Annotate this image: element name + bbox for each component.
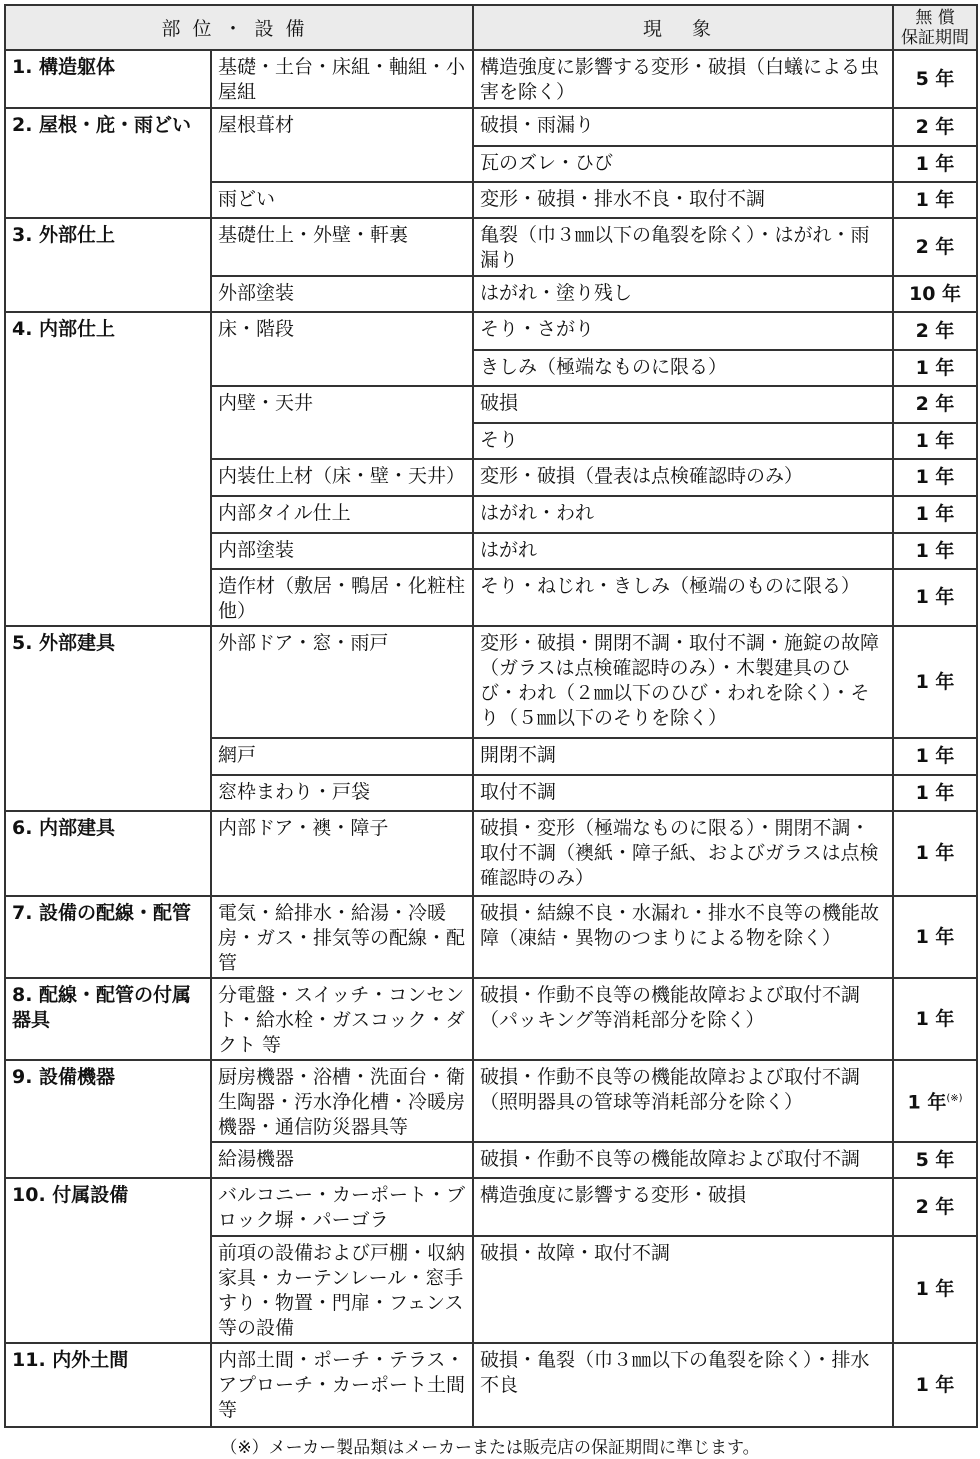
item-cell: 基礎仕上・外壁・軒裏 [211, 218, 473, 276]
period-cell: 1 年 [893, 1343, 977, 1427]
item-cell: 網戸 [211, 738, 473, 775]
item-cell: 給湯機器 [211, 1142, 473, 1178]
period-cell: 1 年 [893, 459, 977, 496]
phenomenon-cell: はがれ・われ [473, 496, 893, 533]
phenomenon-cell: そり [473, 423, 893, 459]
table-row [5, 896, 977, 978]
period-cell [893, 1060, 977, 1142]
phenomenon-cell: はがれ [473, 533, 893, 569]
period-mark: (※) [946, 1093, 963, 1105]
footnote: （※）メーカー製品類はメーカーまたは販売店の保証期間に準じます。 [220, 1438, 760, 1458]
period-cell: 10 年 [893, 276, 977, 312]
item-cell: 窓枠まわり・戸袋 [211, 775, 473, 811]
category-cell: 3. 外部仕上 [5, 218, 211, 312]
category-cell: 10. 付属設備 [5, 1178, 211, 1343]
category-cell: 9. 設備機器 [5, 1060, 211, 1178]
phenomenon-cell: そり・ねじれ・きしみ（極端のものに限る） [473, 569, 893, 626]
item-cell: 内部タイル仕上 [211, 496, 473, 533]
item-cell: 厨房機器・浴槽・洗面台・衛生陶器・汚水浄化槽・冷暖房機器・通信防災器具等 [211, 1060, 473, 1142]
item-cell: 内部土間・ポーチ・テラス・アプローチ・カーポート土間等 [211, 1343, 473, 1427]
phenomenon-cell: きしみ（極端なものに限る） [473, 350, 893, 386]
phenomenon-cell: 亀裂（巾３㎜以下の亀裂を除く）・はがれ・雨漏り [473, 218, 893, 276]
period-cell: 1 年 [893, 1236, 977, 1343]
item-cell: 外部ドア・窓・雨戸 [211, 626, 473, 738]
phenomenon-cell: 変形・破損・排水不良・取付不調 [473, 182, 893, 218]
period-cell: 1 年 [893, 978, 977, 1060]
phenomenon-cell: 破損 [473, 386, 893, 423]
category-cell: 8. 配線・配管の付属器具 [5, 978, 211, 1060]
header-phenomenon [473, 5, 893, 50]
period-cell: 1 年 [893, 423, 977, 459]
period-cell: 1 年 [893, 569, 977, 626]
header-part-label: 部位・設備 [161, 18, 317, 40]
header-period-line1: 無 償 [915, 7, 955, 28]
item-cell: 外部塗装 [211, 276, 473, 312]
phenomenon-cell: 破損・作動不良等の機能故障および取付不調（照明器具の管球等消耗部分を除く） [473, 1060, 893, 1142]
table-row [5, 978, 977, 1060]
period-cell: 1 年 [893, 775, 977, 811]
period-cell: 1 年 [893, 496, 977, 533]
category-cell: 11. 内外土間 [5, 1343, 211, 1427]
header-period-line2: 保証期間 [901, 27, 970, 48]
period-cell: 1 年 [893, 350, 977, 386]
period-cell: 2 年 [893, 1178, 977, 1236]
table-row [5, 1178, 977, 1236]
phenomenon-cell: 瓦のズレ・ひび [473, 146, 893, 182]
item-cell: 床・階段 [211, 312, 473, 386]
table-row [5, 811, 977, 896]
category-cell: 7. 設備の配線・配管 [5, 896, 211, 978]
period-cell: 2 年 [893, 312, 977, 350]
phenomenon-cell: 取付不調 [473, 775, 893, 811]
period-cell: 2 年 [893, 218, 977, 276]
item-cell: バルコニー・カーポート・ブロック塀・パーゴラ [211, 1178, 473, 1236]
item-cell: 雨どい [211, 182, 473, 218]
item-cell: 分電盤・スイッチ・コンセント・給水栓・ガスコック・ダクト 等 [211, 978, 473, 1060]
table-row [5, 108, 977, 146]
item-cell: 内装仕上材（床・壁・天井） [211, 459, 473, 496]
period-cell: 2 年 [893, 386, 977, 423]
phenomenon-cell: 変形・破損・開閉不調・取付不調・施錠の故障（ガラスは点検確認時のみ）・木製建具のひび・われ（２㎜以下のひび・われを除く）・そり（５㎜以下のそりを除く） [473, 626, 893, 738]
table-row [5, 50, 977, 108]
period-cell: 5 年 [893, 50, 977, 108]
phenomenon-cell: 変形・破損（畳表は点検確認時のみ） [473, 459, 893, 496]
phenomenon-cell: そり・さがり [473, 312, 893, 350]
table-row [5, 312, 977, 350]
table-row [5, 218, 977, 276]
period-cell: 1 年 [893, 146, 977, 182]
period-cell: 5 年 [893, 1142, 977, 1178]
table-row [5, 626, 977, 738]
period-cell: 2 年 [893, 108, 977, 146]
phenomenon-cell: 破損・雨漏り [473, 108, 893, 146]
item-cell: 屋根葺材 [211, 108, 473, 182]
period-cell: 1 年 [893, 811, 977, 896]
item-cell: 内部ドア・襖・障子 [211, 811, 473, 896]
warranty-table [4, 4, 978, 1428]
phenomenon-cell: 破損・作動不良等の機能故障および取付不調 [473, 1142, 893, 1178]
period-cell: 1 年 [893, 182, 977, 218]
item-cell: 基礎・土台・床組・軸組・小屋組 [211, 50, 473, 108]
phenomenon-cell: 構造強度に影響する変形・破損（白蟻による虫害を除く） [473, 50, 893, 108]
category-cell: 2. 屋根・庇・雨どい [5, 108, 211, 218]
header-phenomenon-label: 現 象 [642, 18, 724, 40]
phenomenon-cell: 破損・亀裂（巾３㎜以下の亀裂を除く）・排水不良 [473, 1343, 893, 1427]
item-cell: 内壁・天井 [211, 386, 473, 459]
category-cell: 5. 外部建具 [5, 626, 211, 811]
phenomenon-cell: 破損・結線不良・水漏れ・排水不良等の機能故障（凍結・異物のつまりによる物を除く） [473, 896, 893, 978]
phenomenon-cell: 破損・作動不良等の機能故障および取付不調（パッキング等消耗部分を除く） [473, 978, 893, 1060]
table-row [5, 1343, 977, 1427]
period-value: 1 年 [907, 1091, 947, 1114]
category-cell: 4. 内部仕上 [5, 312, 211, 626]
phenomenon-cell: 破損・変形（極端なものに限る）・開閉不調・取付不調（襖紙・障子紙、およびガラスは点検確認時のみ） [473, 811, 893, 896]
item-cell: 内部塗装 [211, 533, 473, 569]
header-period [893, 5, 977, 50]
phenomenon-cell: 破損・故障・取付不調 [473, 1236, 893, 1343]
category-cell: 1. 構造躯体 [5, 50, 211, 108]
phenomenon-cell: 構造強度に影響する変形・破損 [473, 1178, 893, 1236]
category-cell: 6. 内部建具 [5, 811, 211, 896]
table-row [5, 1060, 977, 1142]
period-cell: 1 年 [893, 533, 977, 569]
item-cell: 造作材（敷居・鴨居・化粧柱他） [211, 569, 473, 626]
item-cell: 電気・給排水・給湯・冷暖房・ガス・排気等の配線・配管 [211, 896, 473, 978]
period-cell: 1 年 [893, 896, 977, 978]
header-part [5, 5, 473, 50]
period-cell: 1 年 [893, 738, 977, 775]
header-row [5, 5, 977, 50]
phenomenon-cell: 開閉不調 [473, 738, 893, 775]
item-cell: 前項の設備および戸棚・収納家具・カーテンレール・窓手すり・物置・門扉・フェンス等の設備 [211, 1236, 473, 1343]
period-cell: 1 年 [893, 626, 977, 738]
phenomenon-cell: はがれ・塗り残し [473, 276, 893, 312]
